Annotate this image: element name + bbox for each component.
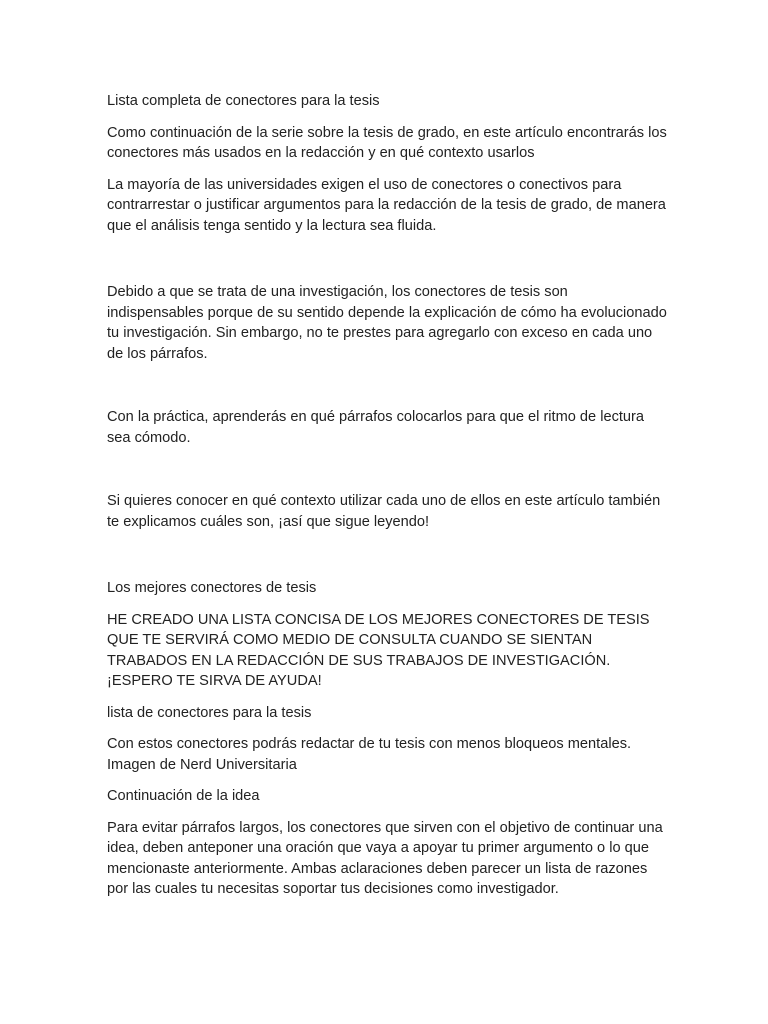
paragraph-universities: La mayoría de las universidades exigen el uso de conectores o conectivos para contrarrestar o justificar argumentos para la redacción de la tesis de grado, de manera que el análisis tenga sentido y la lectura sea fluida. [107,176,666,234]
image-alt-text: lista de conectores para la tesis [107,704,312,721]
document-body [107,91,667,900]
document-title: Lista completa de conectores para la tesis [107,93,380,109]
section-heading-continuation: Continuación de la idea [107,788,260,804]
paragraph-practice: Con la práctica, aprenderás en qué párrafos colocarlos para que el ritmo de lectura sea cómodo. [107,409,645,446]
paragraph-uppercase-note: HE CREADO UNA LISTA CONCISA DE LOS MEJORES CONECTORES DE TESIS QUE TE SERVIRÁ COMO MEDIO DE CONSULTA CUANDO SE SIENTAN TRABADOS EN LA REDACCIÓN DE SUS TRABAJOS DE INVESTIGACIÓN. ¡ESPERO TE SIRVA DE AYUDA! [107,611,650,689]
image-caption: Con estos conectores podrás redactar de tu tesis con menos bloqueos mentales. Imagen de Nerd Universitaria [107,736,632,773]
paragraph-investigation: Debido a que se trata de una investigación, los conectores de tesis son indispensables porque de su sentido depende la explicación de cómo ha evolucionado tu investigación. Sin embargo, no te prestes para agregarlo con exceso en cada uno de los párrafos. [107,284,667,362]
section-heading-best-connectors: Los mejores conectores de tesis [107,580,317,596]
intro-paragraph: Como continuación de la serie sobre la tesis de grado, en este artículo encontrarás los conectores más usados en la redacción y en qué contexto usarlos [107,124,667,161]
paragraph-context: Si quieres conocer en qué contexto utilizar cada uno de ellos en este artículo también te explicamos cuáles son, ¡así que sigue leyendo! [107,493,661,530]
paragraph-continuation: Para evitar párrafos largos, los conectores que sirven con el objetivo de continuar una idea, deben anteponer una oración que vaya a apoyar tu primer argumento o lo que mencionaste anteriormente. Ambas aclaraciones deben parecer un lista de razones por las cuales tu necesitas soportar tus decisiones como investigador. [107,819,663,897]
